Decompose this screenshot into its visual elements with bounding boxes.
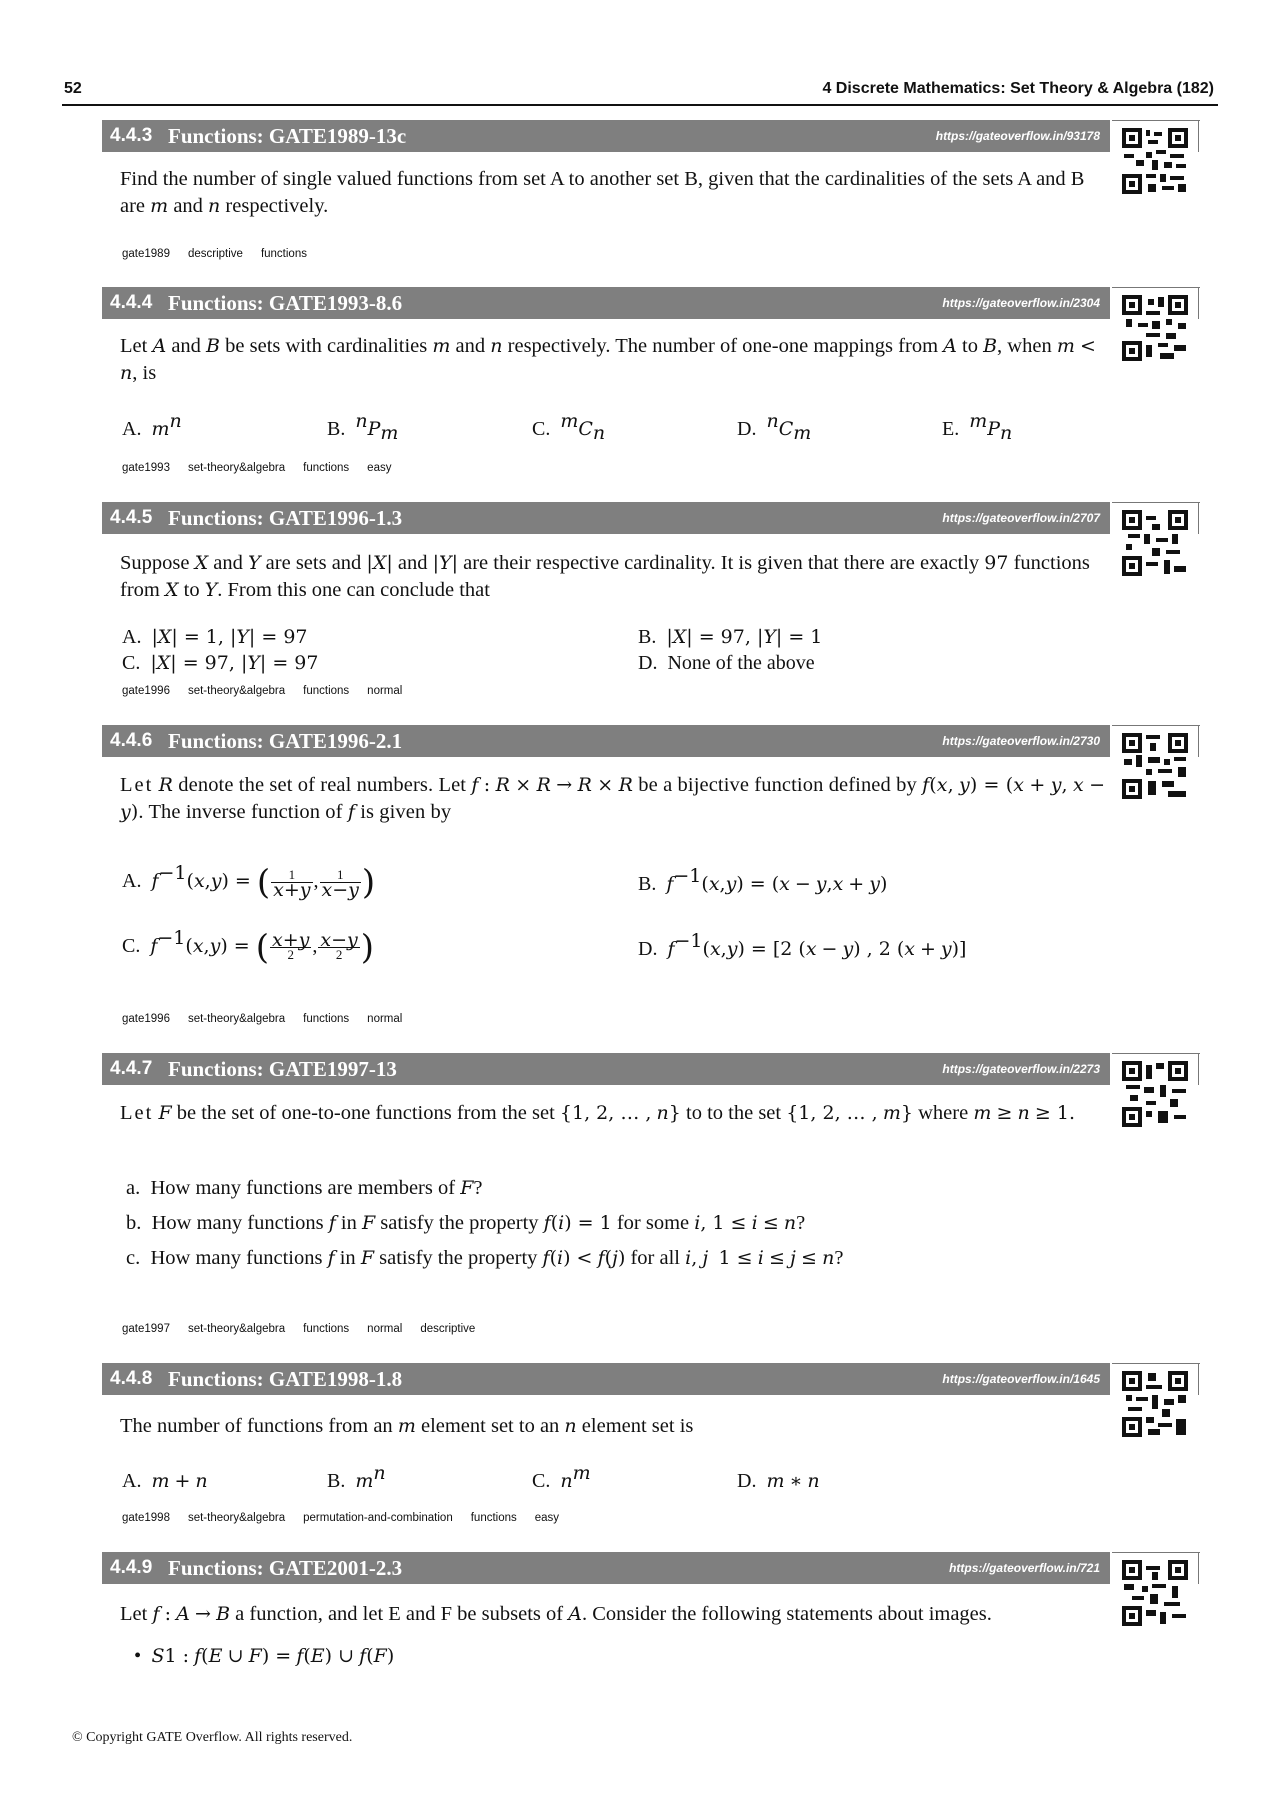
option-b[interactable]: B. $^nP_m$ — [327, 410, 399, 444]
tag[interactable]: gate1996 — [122, 685, 170, 697]
tag[interactable]: easy — [367, 462, 392, 474]
tag[interactable]: gate1989 — [122, 248, 170, 260]
section-header-4-4-5 — [102, 502, 1110, 534]
tag[interactable]: functions — [260, 248, 307, 260]
question-text: Let R denote the set of real numbers. Let f : R × R → R × R be a bijective function defined by f(x, y) = (x + y, x − y). The inverse function of f is given by — [120, 774, 1106, 823]
question-text: Let f : A → B a function, and let E and F be subsets of A. Consider the following statements about images. — [120, 1603, 992, 1625]
question-link[interactable]: https://gateoverflow.in/2707 — [942, 511, 1100, 525]
question-link[interactable]: https://gateoverflow.in/93178 — [935, 129, 1100, 143]
tag[interactable]: descriptive — [187, 248, 243, 260]
section-title: Functions: GATE1996-1.3 — [168, 506, 403, 530]
tag[interactable]: set-theory&algebra — [187, 1323, 286, 1335]
section-title: Functions: GATE2001-2.3 — [168, 1556, 403, 1580]
option-a[interactable]: A. |X| = 1, |Y| = 97 — [122, 626, 308, 648]
option-c[interactable]: C. $^mC_n$ — [532, 410, 606, 444]
section-number: 4.4.9 — [110, 1557, 153, 1578]
tag-list — [122, 1512, 577, 1524]
section-header-4-4-8 — [102, 1363, 1110, 1395]
section-title: Functions: GATE1993-8.6 — [168, 291, 403, 315]
tag[interactable]: functions — [303, 685, 350, 697]
tag[interactable]: normal — [367, 1323, 403, 1335]
tag[interactable]: gate1997 — [122, 1323, 170, 1335]
question-text: The number of functions from an m element set to an n element set is — [120, 1415, 694, 1437]
option-c[interactable]: C. $n^m$ — [532, 1462, 591, 1492]
section-header-4-4-9 — [102, 1552, 1110, 1584]
qr-code-icon — [1122, 1061, 1188, 1127]
question-link[interactable]: https://gateoverflow.in/721 — [949, 1561, 1100, 1575]
tag[interactable]: set-theory&algebra — [187, 1013, 286, 1025]
section-header-4-4-3 — [102, 120, 1110, 152]
question-text: Let A and B be sets with cardinalities m and n respectively. The number of one-one mappings from A to B, when m < n, is — [120, 335, 1096, 384]
section-number: 4.4.7 — [110, 1058, 153, 1079]
page-header — [62, 78, 1218, 106]
list-item: • S1 : f(E ∪ F) = f(E) ∪ f(F) — [134, 1645, 395, 1667]
section-number: 4.4.4 — [110, 292, 153, 313]
qr-code-icon — [1122, 128, 1188, 194]
qr-code-icon — [1122, 733, 1188, 799]
section-title: Functions: GATE1989-13c — [168, 124, 407, 148]
tag-list — [122, 462, 409, 474]
tag[interactable]: functions — [303, 462, 350, 474]
question-link[interactable]: https://gateoverflow.in/2273 — [942, 1062, 1100, 1076]
tag[interactable]: easy — [534, 1512, 560, 1524]
question-text: Find the number of single valued functions from set A to another set B, given that the cardinalities of the sets A and B are m and n respectively. — [120, 168, 1085, 217]
tag[interactable]: set-theory&algebra — [187, 1512, 286, 1524]
tag[interactable]: functions — [303, 1013, 350, 1025]
qr-code-icon — [1122, 510, 1188, 576]
option-b[interactable]: B. $m^n$ — [327, 1462, 386, 1492]
section-header-4-4-7 — [102, 1053, 1110, 1085]
option-e[interactable]: E. $^mP_n$ — [942, 410, 1013, 444]
option-a[interactable]: A. $f^{-1}(x,y)$ = ( $\frac{1}{x+y}$ , $\frac{1}{x-y}$ ) — [122, 862, 376, 903]
section-title: Functions: GATE1996-2.1 — [168, 729, 403, 753]
question-link[interactable]: https://gateoverflow.in/2730 — [942, 734, 1100, 748]
tag[interactable]: set-theory&algebra — [187, 462, 286, 474]
section-title: Functions: GATE1998-1.8 — [168, 1367, 403, 1391]
tag-list — [122, 1323, 493, 1335]
tag[interactable]: permutation-and-combination — [303, 1512, 453, 1524]
tag[interactable]: functions — [470, 1512, 517, 1524]
question-text: Let F be the set of one-to-one functions from the set {1, 2, … , n} to to the set {1, 2, … , m} where m ≥ n ≥ 1. — [120, 1102, 1075, 1124]
section-header-4-4-4 — [102, 287, 1110, 319]
qr-code-icon — [1122, 295, 1188, 361]
question-text: Suppose X and Y are sets and |X| and |Y| are their respective cardinality. It is given that there are exactly 97 functions from X to Y. From this one can conclude that — [120, 552, 1090, 601]
list-item: c. How many functions f in F satisfy the property f(i) < f(j) for all i, j 1 ≤ i ≤ j ≤ n? — [126, 1247, 844, 1269]
qr-code-icon — [1122, 1371, 1188, 1437]
chapter-title: 4 Discrete Mathematics: Set Theory & Algebra (182) — [822, 80, 1214, 97]
tag[interactable]: set-theory&algebra — [187, 685, 286, 697]
tag[interactable]: gate1993 — [122, 462, 170, 474]
copyright-footer: © Copyright GATE Overflow. All rights reserved. — [72, 1730, 353, 1745]
tag[interactable]: normal — [367, 685, 403, 697]
section-title: Functions: GATE1997-13 — [168, 1057, 397, 1081]
tag[interactable]: normal — [367, 1013, 403, 1025]
tag[interactable]: gate1998 — [122, 1512, 170, 1524]
tag[interactable]: gate1996 — [122, 1013, 170, 1025]
section-number: 4.4.6 — [110, 730, 153, 751]
option-d[interactable]: D. m ∗ n — [737, 1470, 820, 1492]
option-b[interactable]: B. |X| = 97, |Y| = 1 — [638, 626, 823, 648]
option-d[interactable]: D. None of the above — [638, 652, 815, 674]
option-d[interactable]: D. $^nC_m$ — [737, 410, 812, 444]
section-header-4-4-6 — [102, 725, 1110, 757]
list-item: a. How many functions are members of F? — [126, 1177, 483, 1199]
tag[interactable]: descriptive — [420, 1323, 476, 1335]
list-item: b. How many functions f in F satisfy the property f(i) = 1 for some i, 1 ≤ i ≤ n? — [126, 1212, 806, 1234]
qr-code-icon — [1122, 1560, 1188, 1626]
option-c[interactable]: C. $f^{-1}(x,y)$ = ( $\frac{x+y}{2}$ , $\frac{x-y}{2}$ ) — [122, 927, 375, 968]
section-number: 4.4.5 — [110, 507, 153, 528]
tag[interactable]: functions — [303, 1323, 350, 1335]
tag-list — [122, 248, 325, 260]
option-d[interactable]: D. $f^{-1}(x,y) = [2$ (x − y) , 2 (x + y)] — [638, 930, 967, 960]
tag-list — [122, 685, 420, 697]
section-number: 4.4.8 — [110, 1368, 153, 1389]
option-b[interactable]: B. $f^{-1}(x,y) = (x - y,x + y)$ — [638, 865, 888, 895]
question-link[interactable]: https://gateoverflow.in/1645 — [942, 1372, 1100, 1386]
section-number: 4.4.3 — [110, 125, 153, 146]
question-link[interactable]: https://gateoverflow.in/2304 — [942, 296, 1100, 310]
page-number: 52 — [64, 80, 82, 97]
option-a[interactable]: A. m + n — [122, 1470, 208, 1492]
option-a[interactable]: A. $m^n$ — [122, 410, 182, 440]
tag-list — [122, 1013, 420, 1025]
option-c[interactable]: C. |X| = 97, |Y| = 97 — [122, 652, 319, 674]
